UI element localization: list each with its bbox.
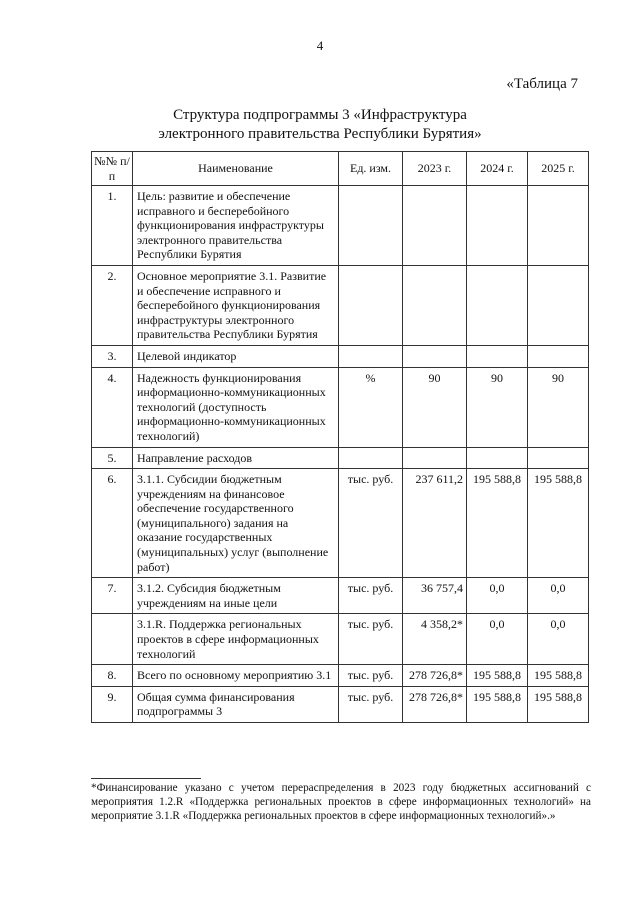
row-name: Направление расходов [133,447,339,469]
table-row [92,367,589,447]
table-row [92,447,589,469]
row-name: Целевой индикатор [133,345,339,367]
row-num: 8. [92,665,133,687]
row-name: 3.1.R. Поддержка региональных проектов в сфере информационных технологий [133,614,339,665]
row-name: Цель: развитие и обеспечение исправного и бесперебойного функционирования инфраструктуры электронного правительства Республики Бурятия [133,186,339,266]
row-unit [339,186,403,266]
row-value-2025 [528,186,589,266]
row-unit [339,447,403,469]
row-value-2024 [467,345,528,367]
row-name: Общая сумма финансирования подпрограммы 3 [133,686,339,722]
row-num: 9. [92,686,133,722]
row-name: 3.1.1. Субсидии бюджетным учреждениям на финансовое обеспечение государственного (муниципального) задания на оказание государственных (муниципальных) услуг (выполнение работ) [133,469,339,578]
row-value-2025: 0,0 [528,614,589,665]
row-unit: тыс. руб. [339,686,403,722]
row-value-2024 [467,186,528,266]
row-value-2024 [467,265,528,345]
table-title [0,106,640,144]
row-value-2023: 4 358,2* [403,614,467,665]
row-unit [339,345,403,367]
row-value-2024: 0,0 [467,578,528,614]
row-num: 6. [92,469,133,578]
row-value-2023 [403,447,467,469]
row-value-2023: 36 757,4 [403,578,467,614]
table-row [92,578,589,614]
row-num: 1. [92,186,133,266]
table-row [92,665,589,687]
row-value-2024: 195 588,8 [467,469,528,578]
row-value-2025: 195 588,8 [528,665,589,687]
header-num: №№ п/п [92,152,133,186]
row-unit: тыс. руб. [339,469,403,578]
row-unit: % [339,367,403,447]
table-label: «Таблица 7 [506,76,578,92]
footnote: *Финансирование указано с учетом перераспределения в 2023 году бюджетных ассигнований с мероприятия 1.2.R «Поддержка региональных проектов в сфере информационных технологий» на мероприятие 3.1.R «Поддержка региональных проектов в сфере информационных технологий».» [91,782,591,823]
row-num: 7. [92,578,133,614]
row-name: Надежность функционирования информационно-коммуникационных технологий (доступность информационно-коммуникационных технологий) [133,367,339,447]
row-value-2025: 0,0 [528,578,589,614]
row-unit: тыс. руб. [339,578,403,614]
table-title-line-2: электронного правительства Республики Бурятия» [158,126,482,142]
row-num: 5. [92,447,133,469]
row-value-2025 [528,447,589,469]
row-unit: тыс. руб. [339,665,403,687]
row-value-2024 [467,447,528,469]
footnote-divider [91,778,201,779]
table-row [92,614,589,665]
row-value-2024: 195 588,8 [467,686,528,722]
row-num: 2. [92,265,133,345]
table-row [92,686,589,722]
row-value-2023: 278 726,8* [403,686,467,722]
row-value-2023: 90 [403,367,467,447]
table-header-row [92,152,589,186]
row-num [92,614,133,665]
row-value-2023 [403,186,467,266]
row-unit [339,265,403,345]
row-name: 3.1.2. Субсидия бюджетным учреждениям на иные цели [133,578,339,614]
row-value-2024: 195 588,8 [467,665,528,687]
row-value-2025: 90 [528,367,589,447]
row-value-2025: 195 588,8 [528,469,589,578]
row-value-2024: 0,0 [467,614,528,665]
header-2023: 2023 г. [403,152,467,186]
table-row [92,345,589,367]
row-value-2023: 237 611,2 [403,469,467,578]
header-name: Наименование [133,152,339,186]
subprogram-structure-table [91,151,589,723]
table-row [92,265,589,345]
table-title-line-1: Структура подпрограммы 3 «Инфраструктура [173,107,467,123]
row-num: 3. [92,345,133,367]
row-value-2025 [528,265,589,345]
row-value-2024: 90 [467,367,528,447]
header-2025: 2025 г. [528,152,589,186]
row-value-2023 [403,265,467,345]
row-unit: тыс. руб. [339,614,403,665]
row-num: 4. [92,367,133,447]
row-name: Всего по основному мероприятию 3.1 [133,665,339,687]
header-unit: Ед. изм. [339,152,403,186]
page-number: 4 [316,38,324,53]
row-value-2025: 195 588,8 [528,686,589,722]
row-value-2023 [403,345,467,367]
row-value-2023: 278 726,8* [403,665,467,687]
header-2024: 2024 г. [467,152,528,186]
row-value-2025 [528,345,589,367]
table-row [92,469,589,578]
table-row [92,186,589,266]
row-name: Основное мероприятие 3.1. Развитие и обеспечение исправного и бесперебойного функционирования инфраструктуры электронного правительства Республики Бурятия [133,265,339,345]
